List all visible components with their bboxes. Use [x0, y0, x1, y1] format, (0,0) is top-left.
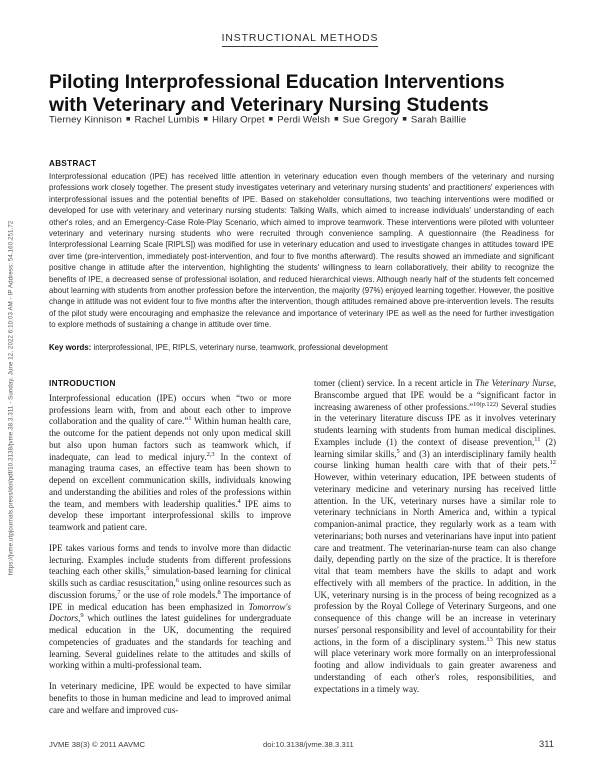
body-paragraph: tomer (client) service. In a recent article in The Veterinary Nurse, Branscombe argued that IPE would be a “significant factor in increasing awareness of other professions.”$^{10(p.122)}$ Several studies in the veterinary literature discuss IPE as it involves veterinary students learning with students from human medical disciplines. Examples include (1) the context of disease prevention,$^{11}$ (2) learning similar skills,$^5$ and (3) an interdisciplinary family health course linking human health care with that of their pets.$^{12}$ However, within veterinary education, IPE between students of veterinary medicine and veterinary nursing has received little attention. In the UK, veterinary nurses have a similar role to veterinary technicians in North America and, within a typical companion-animal practice, they regularly work as a team with veterinarians; both nurses and veterinarians have input into patient care and treatment. The veterinarian-nurse team can also change daily, depending partly on the size of the practice. It is therefore vital that team members have the skills to adapt and work effectively with all members of the practice. In addition, in the UK, veterinary nursing is in the process of being recognized as a profession by the Royal College of Veterinary Surgeons, and one consequence of this change will be an increase in veterinary nurses' personal responsibility and level of accountability for their actions, in the form of a disciplinary system.$^{13}$ This new status will place veterinary work more formally on an interprofessional footing and allow individuals to gain greater awareness and understanding of each other's roles, responsibilities, and expectations in a timely way. — [314, 378, 557, 694]
body-paragraph: In veterinary medicine, IPE would be expected to have similar benefits to those in human medicine and lead to improved animal care and welfare and improved cus- — [49, 681, 291, 715]
abstract-heading: ABSTRACT — [49, 159, 97, 168]
author-separator-icon: ■ — [125, 114, 131, 123]
author-name: Hilary Orpet — [212, 114, 265, 126]
body-columns — [49, 378, 557, 715]
page-title — [49, 71, 554, 118]
keywords-label: Key words: — [49, 342, 92, 352]
column-left-paragraphs — [49, 393, 291, 717]
body-paragraph: IPE takes various forms and tends to involve more than didactic lecturing. Examples include students from different professions teaching each other skills,$^5$ simulation-based learning for clinical skills such as cardiac resuscitation,$^6$ using online resources such as discussion forums,$^7$ or the use of role models.$^8$ The importance of IPE in medical education has been emphasized in Tomorrow's Doctors,$^9$ which outlines the latest guidelines for undergraduate medical education in the UK, documenting the required competencies of graduates and the standards for teaching and learning. Several guidelines relate to the attitudes and skills of working within a multi-professional team. — [49, 542, 291, 671]
column-left — [49, 378, 291, 715]
abstract-text: Interprofessional education (IPE) has received little attention in veterinary education even though members of the veterinary and nursing professions work closely together. The present study investigates veterinary and veterinary nursing students' and practitioners' experiences with interprofessional issues and the potential benefits of IPE. Based on stakeholder consultations, two teaching interventions were modified or developed for use with veterinary and veterinary nursing students: Talking Walls, which aimed to increase individuals' understanding of each other's roles, and an Emergency-Case Role-Play Scenario, which aimed to improve teamwork. These interventions were piloted with volunteer veterinary and veterinary nursing students who were recruited through convenience sampling. A questionnaire (the Readiness for Interprofessional Learning Scale [RIPLS]) was modified for use in veterinary education and used to investigate changes in attitudes toward IPE over time (pre-intervention, immediately post-intervention, and four to five months afterward). The results showed an immediate and significant positive change in attitude after the intervention, highlighting the students' willingness to learn collaboratively, their ability to recognize the benefits of IPE, a decreased sense of professional isolation, and reduced hierarchical views. Although nearly half of the students felt concerned about learning with students from another profession before the intervention, the majority (97%) enjoyed learning together. However, the positive change in attitude was not evident four to five months after the intervention, though attitudes remained above pre-intervention levels. The results of the pilot study were encouraging and emphasize the relevance and importance of veterinary IPE as well as the need for further investigation to explore methods of sustaining a change in attitude over time. — [49, 172, 554, 330]
section-heading-introduction: INTRODUCTION — [49, 379, 116, 388]
keywords-value: interprofessional, IPE, RIPLS, veterinary nurse, teamwork, professional development — [93, 342, 388, 352]
page-title-line-1: Piloting Interprofessional Education Interventions — [49, 71, 505, 93]
download-watermark — [0, 0, 22, 776]
download-watermark-text: https://jvme.utpjournals.press/doi/pdf/10.3138/jvme.38.3.311 - Sunday, June 12, 2022 6:10:03 AM - IP Address: 54.160.251.72 — [7, 220, 15, 576]
author-separator-icon: ■ — [203, 114, 209, 123]
author-name: Tierney Kinnison — [49, 114, 122, 126]
author-name: Sue Gregory — [342, 114, 399, 126]
keywords — [49, 342, 554, 353]
column-right-paragraphs — [314, 378, 556, 695]
running-head-container — [0, 28, 600, 47]
footer-page-number: 311 — [539, 738, 554, 749]
author-separator-icon: ■ — [334, 114, 339, 123]
author-name: Sarah Baillie — [410, 114, 467, 126]
column-right — [314, 378, 556, 708]
author-separator-icon: ■ — [268, 114, 274, 123]
author-name: Rachel Lumbis — [134, 114, 200, 126]
author-list — [49, 114, 554, 126]
footer-citation: JVME 38(3) © 2011 AAVMC — [49, 740, 146, 749]
abstract-block — [49, 159, 554, 353]
author-name: Perdi Welsh — [277, 114, 331, 126]
running-head: INSTRUCTIONAL METHODS — [222, 33, 379, 47]
page-footer — [49, 738, 554, 749]
page-title-line-2: with Veterinary and Veterinary Nursing Students — [49, 95, 489, 117]
footer-doi: doi:10.3138/jvme.38.3.311 — [263, 740, 354, 749]
body-paragraph: Interprofessional education (IPE) occurs when “two or more professions learn with, from and about each other to improve collaboration and the quality of care.”$^1$ Within human health care, the outcome for the patient depends not only upon medical skill but also upon human factors such as teamwork which, if inadequate, can lead to medical injury.$^{2,3}$ In the context of managing trauma cases, an effective team has been shown to depend on excellent communication skills, individuals knowing and understanding the abilities and roles of the professions within the team, and members with leadership qualities.$^4$ IPE aims to develop these important interprofessional skills to improve teamwork and patient care. — [49, 392, 291, 532]
author-separator-icon: ■ — [402, 114, 407, 123]
